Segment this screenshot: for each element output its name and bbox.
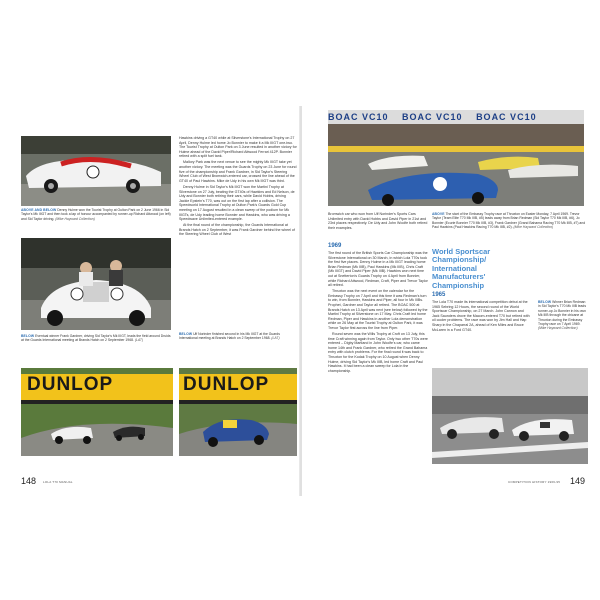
caption-lead: BELOW: [21, 334, 35, 338]
photo-thruxton-start: [328, 110, 584, 206]
photo-norinder: [179, 368, 297, 456]
dunlop-banner-left: DUNLOP: [27, 374, 114, 395]
paragraph: Mallory Park was the next venue to see the mighty Mk IIIGT take yet another victory. The meeting was the Guards Trophy on 23 June for round five of the championship and Frank Gardner, in Sid Taylor's Steering Wheel Club of West Bromwich-entered car, crossed the line ahead of the GT40 of Paul Hawkins. Mike de Udy in his own Mk IIIGT was third.: [179, 160, 297, 183]
caption-lead: BELOW: [179, 332, 193, 336]
caption-lead: ABOVE: [432, 212, 445, 216]
thruxton-start-caption: [432, 212, 588, 230]
caption-lead: ABOVE AND BELOW: [21, 208, 57, 212]
paragraph: The first round of the British Sports Car Championship was the Silverstone International on 30 March, in which Lola T70s took the first five places. Denny Hulme in a Mk IIIGT leading home Brian Redman (Mk IIIB), Paul Hawkins (Mk IIIB), Chris Craft (Mk IIIGT) and David Piper (Mk IIIB). Hawkins won next time out at Snetterton's Guards Trophy on 4 April from Bonnier, while Richard Attwood, Redman, Craft, Piper and Trevor Taylor all retired.: [328, 251, 428, 288]
photo3-caption: [21, 334, 173, 343]
page-number-left: 148: [21, 476, 37, 486]
caption-text: The start of the Embassy Trophy race at Thruxton on Easter Monday, 7 April 1969. Trevor Taylor (Team Elite T70 Mk IIIB, #5) leads away from Brian Redman (Sid Taylor T70 Mk IIIB, #6), Jo Bonnier (Ecurie Bonnier T70 Mk IIIB, #3), Frank Gardner (Grand Bahama Racing T70 Mk IIIB, #7) and Paul Hawkins (Paul Hawkins Racing T70 Mk IIIB, #2).: [432, 212, 586, 230]
boac-text: BOAC VC10: [476, 112, 537, 122]
paragraph: Round seven was the Wills Trophy at Croft on 13 July, this time Craft winning again from Taylor. Only two other T70s were entered – Digby Martland in John Woolfe's car, who came home 14th and Frank Gardner, who retired the Grand Bahama entry with clutch problems. For the final round it was back to Thruxton for the Kodak Trophy on 10 August when Denny Hulme, driving Sid Taylor's Mk IIIB, led home Craft and Paul Hawkins. It had been a clean sweep for Lola in the championship.: [328, 332, 428, 373]
paragraph: The Lola T70 made its international competition debut at the 1965 Sebring 12 Hours, the second round of the World Sportscar Championship, on 27 March. John Cannon and Jack Saunders drove the Macom-entered T70 but retired with oil cooler problems. The race was won by Jim Hall and Hap Sharp in the Chaparral 2A, ahead of Ken Miles and Bruce McLaren in a Ford GT40.: [432, 300, 530, 332]
chicane-caption: [538, 300, 588, 331]
caption-text: Eventual winner Frank Gardner, driving Sid Taylor's Mk IIIGT, leads the field around Druids at the Guards International meeting at Brands Hatch on 2 September 1968.: [21, 334, 171, 343]
caption-credit: (Mike Hayward Collection): [538, 326, 578, 331]
paragraph: Bromwich car who won from Ulf Norinder's Sports Cars Unlimited entry with David Hobbs and David Piper in 21st and 23rd places respectively. De Udy and John Woolfe both retired their examples.: [328, 212, 428, 230]
caption-text: Winner Brian Redman in Sid Taylor's T70 Mk IIIB leads runner-up Jo Bonnier in his own Mk IIIB through the chicane at Thruxton during the Embassy Trophy race on 7 April 1969.: [538, 300, 587, 327]
caption-credit: (Mike Hayward Collection): [55, 216, 95, 221]
dunlop-banner-right: DUNLOP: [183, 374, 270, 395]
paragraph: Hawkins driving a GT40 while at Silverstone's International Trophy on 27 April, Denny Hulme led home Jo Bonnier to make it a Mk IIIGT one-two. The Tourist Trophy at Oulton Park on 3 June resulted in another victory for Hulme ahead of the David Piper/Richard Attwood Ferrari 412P. Bonnier retired with a split fuel tank.: [179, 136, 297, 159]
page-number-right: 149: [570, 476, 586, 486]
photo-thruxton-chicane-image: [432, 368, 588, 464]
photo-hulme-oulton-park-image: [21, 136, 171, 206]
left-page: [3, 106, 299, 496]
photo-thruxton-start-image: [328, 110, 584, 206]
paragraph: At the final round of the championship, the Guards International at Brands Hatch on 2 September, it was Frank Gardner behind the wheel of the Steering Wheel Club of West: [179, 223, 295, 237]
photo-lap-of-honour: [21, 238, 171, 330]
caption-text: Ulf Norinder finished second in his Mk IIIGT at the Guards International meeting at Brands Hatch on 2 September 1968.: [179, 332, 280, 341]
right-column-1: [328, 212, 428, 232]
right-column-2-body: [432, 300, 532, 334]
photo-thruxton-chicane: [432, 368, 588, 464]
photo-gardner-druids: [21, 368, 173, 456]
right-column-1-body: [328, 251, 428, 375]
footer-left: LOLA T70 MANUAL: [43, 480, 73, 484]
right-page: [302, 106, 598, 496]
photo2-caption: [179, 332, 297, 341]
paragraph: Thruxton was the next event on the calendar for the Embassy Trophy on 7 April and this time it was Redman's turn to win, from Bonnier, Hawkins and Piper, all four in Mk IIIBs. Prophet, Gardner and Taylor all retired. The BOAC 500 at Brands Hatch on 13 April was next (see below) followed by the Martini Trophy at Silverstone on 17 May. Chris Craft led home Redman, Piper and Hawkins in another Lola demonstration while on 26 May at the Tourist Trophy at Oulton Park, it was Trevor Taylor first across the line from Piper.: [328, 289, 428, 330]
caption-credit: (Mike Hayward Collection): [513, 225, 554, 230]
year-heading-1965: 1965: [432, 292, 446, 298]
boac-text: BOAC VC10: [328, 112, 389, 122]
caption-credit: (LAT): [271, 336, 280, 341]
year-heading-1969: 1969: [328, 243, 342, 249]
photo-hulme-oulton-park: [21, 136, 171, 206]
boac-text: BOAC VC10: [402, 112, 463, 122]
paragraph: Denny Hulme in Sid Taylor's Mk IIIGT won the Martini Trophy at Silverstone on 27 July, beating the GT40s of Hawkins and Ed Nelson, de Udy and Bonnier both retiring their cars, while David Hobbs, driving Jackie Epstein's T70, was out on the first lap after a collision. The Speedworld International Trophy at Oulton Park's Guards Gold Cup meeting on 17 August resulted in a clean sweep of the podium for Mk IIIGTs, de Udy leading home Bonnier and Hawkins, who was driving a Speedwave Unlimited-entered example.: [179, 184, 295, 222]
left-text-column: [179, 136, 297, 238]
caption-text: Denny Hulme won the Tourist Trophy at Oulton Park on 2 June 1966 in Sid Taylor's Mk IIIGT and then took a lap of honour accompanied by runner-up Richard Attwood (on left) and Sid Taylor driving.: [21, 208, 171, 221]
photo-lap-of-honour-image: [21, 238, 171, 330]
footer-right: COMPETITION HISTORY 1966-95: [508, 480, 561, 484]
photo1-caption: [21, 208, 173, 221]
boac-banner: [328, 112, 584, 122]
caption-lead: BELOW: [538, 300, 552, 304]
section-heading: World Sportscar Championship/ International Manufacturers' Championship: [432, 247, 491, 290]
caption-credit: (LAT): [134, 338, 144, 343]
